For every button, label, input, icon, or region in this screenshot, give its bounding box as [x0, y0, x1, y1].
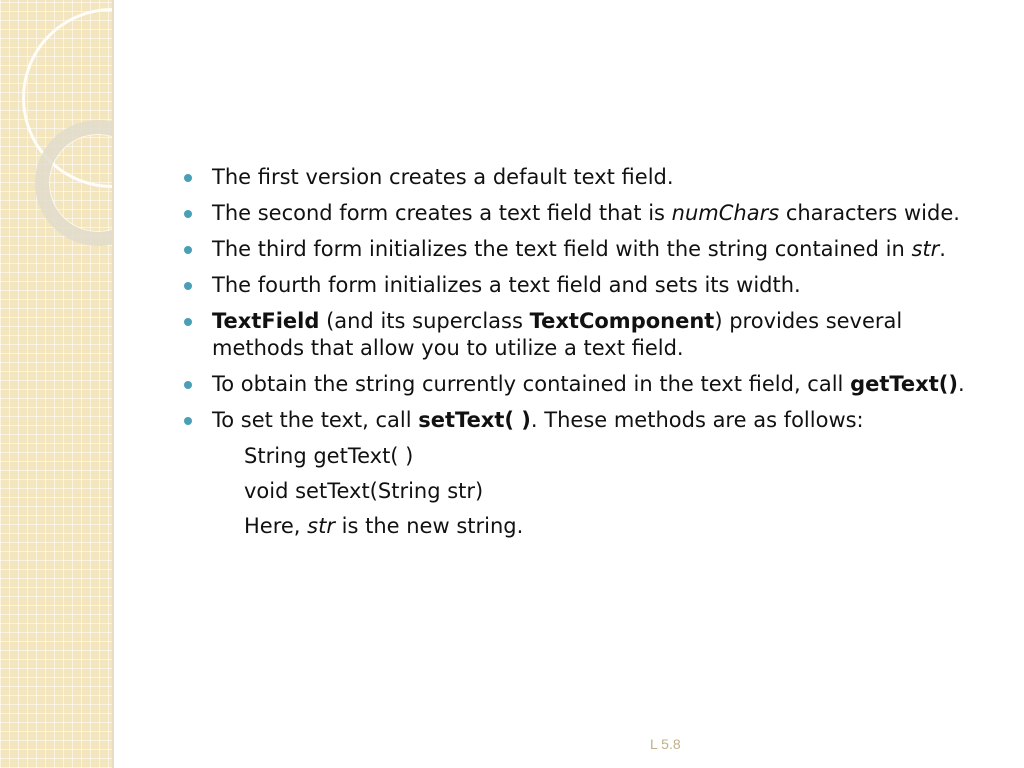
note-line [184, 513, 984, 540]
param-name: str [911, 237, 940, 261]
param-name: str [307, 514, 335, 538]
sidebar-divider [112, 0, 114, 768]
bullet-text: . These methods are as follows: [530, 408, 864, 432]
bullet-item [184, 236, 984, 263]
bullet-text: . [939, 237, 946, 261]
bullet-item [184, 164, 984, 191]
bullet-dot-icon [184, 282, 192, 290]
bullet-text: The third form initializes the text field with the string contained in [212, 237, 912, 261]
bullet-text: ) provides several methods that allow you to utilize a text field. [212, 309, 903, 360]
class-name: TextComponent [529, 309, 715, 333]
bullet-text: To set the text, call [212, 408, 419, 432]
bullet-text: . [957, 372, 965, 396]
bullet-dot-icon [184, 318, 192, 326]
bullet-item [184, 200, 984, 227]
method-name: setText( ) [418, 408, 531, 432]
bullet-item [184, 272, 984, 299]
code-line: String getText( ) [244, 444, 414, 468]
bullet-text: characters wide. [779, 201, 960, 225]
bullet-dot-icon [184, 381, 192, 389]
bullet-item [184, 371, 984, 398]
bullet-dot-icon [184, 174, 192, 182]
method-name: getText() [850, 372, 958, 396]
bullet-item [184, 308, 984, 362]
bullet-text: The second form creates a text field that is [212, 201, 672, 225]
note-text: is the new string. [334, 514, 524, 538]
decorative-sidebar [0, 0, 113, 768]
bullet-text: The fourth form initializes a text field and sets its width. [212, 273, 801, 297]
slide-body [184, 164, 984, 548]
bullet-text: The first version creates a default text field. [212, 165, 674, 189]
class-name: TextField [212, 309, 320, 333]
slide-number: L 5.8 [650, 736, 681, 752]
bullet-dot-icon [184, 417, 192, 425]
code-line: void setText(String str) [244, 479, 484, 503]
bullet-dot-icon [184, 246, 192, 254]
bullet-text: (and its superclass [319, 309, 530, 333]
bullet-dot-icon [184, 210, 192, 218]
param-name: numChars [671, 201, 780, 225]
note-text: Here, [244, 514, 308, 538]
bullet-text: To obtain the string currently contained in the text field, call [212, 372, 851, 396]
bullet-item [184, 407, 984, 434]
